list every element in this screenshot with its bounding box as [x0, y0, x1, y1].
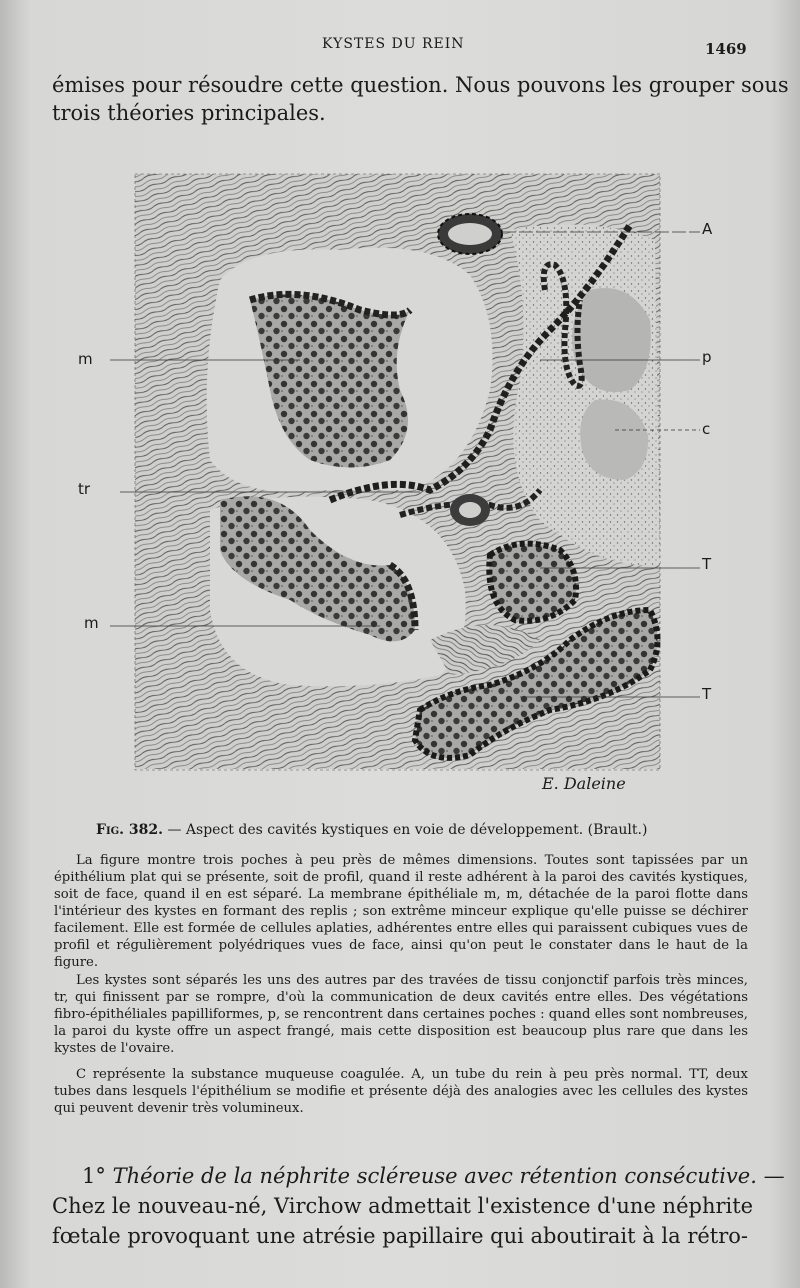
figure-label-T-lower: T	[702, 685, 712, 703]
caption-paragraph-3: C représente la substance muqueuse coagulée. A, un tube du rein à peu près normal. TT, deux tubes dans lesquels l'épithélium se modifie et présente déjà des analogies avec les cellules des kystes qui peuvent devenir très volumineux.	[54, 1067, 748, 1116]
section-line-3: fœtale provoquant une atrésie papillaire qui aboutirait à la rétro-	[52, 1224, 749, 1248]
section-dash: —	[763, 1164, 785, 1188]
page-number: 1469	[705, 40, 747, 58]
section-heading-line	[52, 1162, 785, 1190]
figure-label-p: p	[702, 348, 712, 366]
histology-illustration	[70, 170, 730, 800]
figure-caption	[96, 822, 647, 838]
figure-label-A: A	[702, 220, 713, 238]
illustrator-signature: E. Daleine	[542, 774, 626, 793]
section-title: Théorie de la néphrite scléreuse avec rétention consécutive.	[112, 1164, 757, 1188]
figure-label-m-bottom: m	[84, 614, 99, 632]
intro-line-2: trois théories principales.	[52, 101, 326, 125]
running-title: KYSTES DU REIN	[322, 36, 465, 52]
figure-number: Fig. 382.	[96, 822, 164, 838]
running-head	[0, 36, 800, 56]
figure-caption-text: — Aspect des cavités kystiques en voie de développement. (Brault.)	[167, 822, 648, 838]
figure-label-m-top: m	[78, 350, 93, 368]
section-number: 1°	[82, 1164, 106, 1188]
figure-label-T-upper: T	[702, 555, 712, 573]
figure-label-c: c	[702, 420, 711, 438]
caption-paragraph-2: Les kystes sont séparés les uns des autres par des travées de tissu conjonctif parfois très minces, tr, qui finissent par se rompre, d'où la communication de deux cavités entre elles. Des végétations fibro-épithéliales papilliformes, p, se rencontrent dans certaines poches : quand elles sont nombreuses, la paroi du kyste offre un aspect frangé, mais cette disposition est beaucoup plus rare que dans les kystes de l'ovaire.	[54, 973, 748, 1056]
caption-paragraph-1: La figure montre trois poches à peu près de mêmes dimensions. Toutes sont tapissées par un épithélium plat qui se présente, soit de profil, quand il reste adhérent à la paroi des cavités kystiques, soit de face, quand il en est séparé. La membrane épithéliale m, m, détachée de la paroi flotte dans l'intérieur des kystes en formant des replis ; son extrême minceur explique qu'elle puisse se déchirer facilement. Elle est formée de cellules aplaties, adhérentes entre elles qui paraissent cubiques vues de profil et régulièrement polyédriques vues de face, ainsi qu'on peut le constater dans le haut de la figure.	[54, 853, 748, 970]
histology-figure	[70, 170, 730, 800]
figure-label-tr: tr	[78, 480, 91, 498]
intro-line-1: émises pour résoudre cette question. Nous pouvons les grouper sous	[52, 73, 789, 97]
section-line-2: Chez le nouveau-né, Virchow admettait l'existence d'une néphrite	[52, 1194, 754, 1218]
